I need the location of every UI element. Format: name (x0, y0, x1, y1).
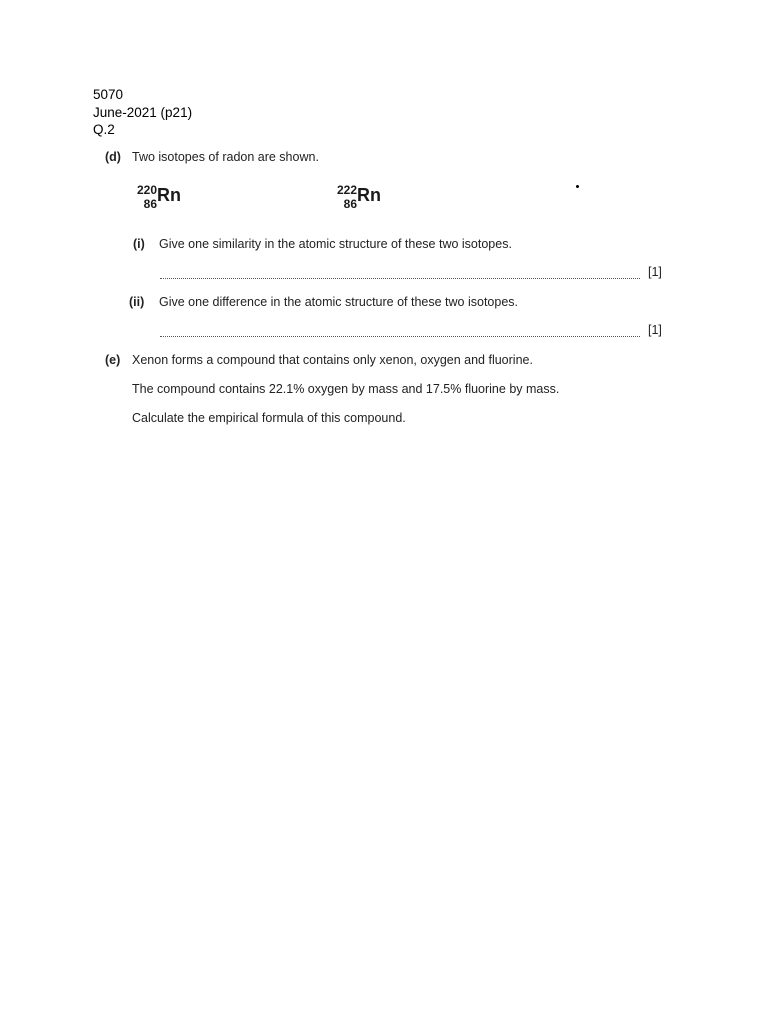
part-e-line1: Xenon forms a compound that contains only xenon, oxygen and fluorine. (132, 353, 533, 367)
sub-ii-text: Give one difference in the atomic structure of these two isotopes. (159, 295, 518, 309)
sub-i-text: Give one similarity in the atomic structure of these two isotopes. (159, 237, 512, 251)
part-e-line2: The compound contains 22.1% oxygen by mass and 17.5% fluorine by mass. (132, 382, 560, 396)
part-d-label: (d) (105, 150, 121, 164)
marks-i: [1] (648, 265, 662, 279)
isotope-mass-number: 220 (136, 183, 157, 197)
paper-code: 5070 (93, 87, 124, 102)
stray-dot (576, 185, 579, 188)
part-e-label: (e) (105, 353, 121, 367)
answer-line-ii[interactable] (160, 320, 640, 337)
part-d-text: Two isotopes of radon are shown. (132, 150, 319, 164)
sub-i-label: (i) (133, 237, 145, 251)
sub-ii-label: (ii) (129, 295, 145, 309)
marks-ii: [1] (648, 323, 662, 337)
isotope-mass-number: 222 (336, 183, 357, 197)
isotope-symbol: Rn (357, 185, 381, 205)
isotope-radon-222 (327, 183, 397, 217)
isotope-atomic-number: 86 (143, 197, 157, 211)
question-number: Q.2 (93, 122, 115, 137)
answer-line-i[interactable] (160, 262, 640, 279)
isotope-atomic-number: 86 (343, 197, 357, 211)
isotope-radon-220 (127, 183, 197, 217)
exam-session: June-2021 (p21) (93, 105, 193, 120)
part-e-line3: Calculate the empirical formula of this compound. (132, 411, 406, 425)
isotope-symbol: Rn (157, 185, 181, 205)
